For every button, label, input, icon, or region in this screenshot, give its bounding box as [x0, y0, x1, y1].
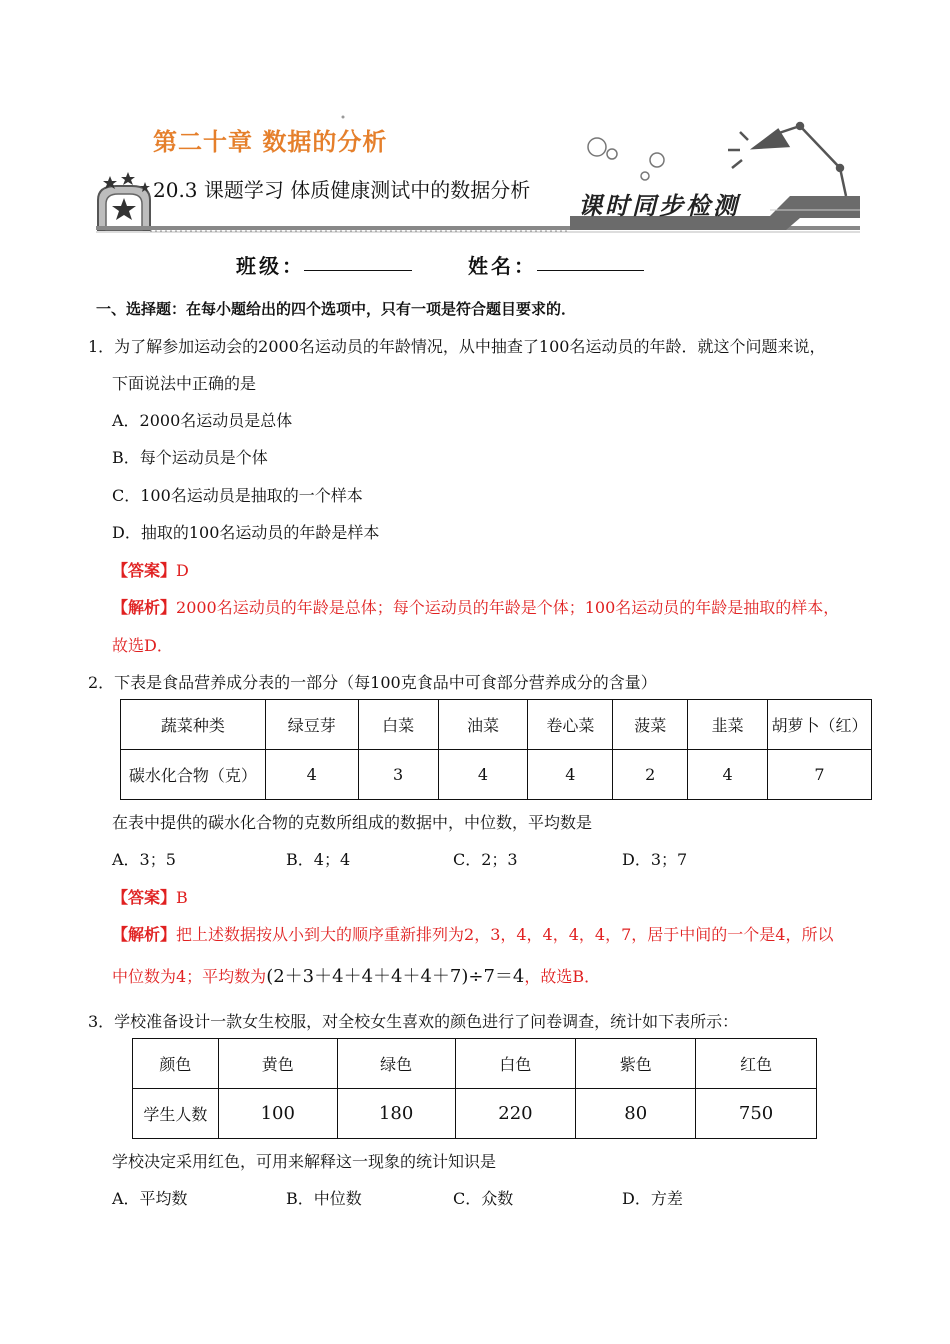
- table-cell: 学生人数: [133, 1089, 219, 1139]
- table-cell: 白色: [455, 1039, 576, 1089]
- table-cell: 4: [528, 750, 613, 800]
- q2-option-b: B．4；4: [286, 850, 351, 869]
- table-cell: 80: [576, 1089, 696, 1139]
- table-cell: 180: [337, 1089, 455, 1139]
- q3-stem: 3．学校准备设计一款女生校服，对全校女生喜欢的颜色进行了问卷调查，统计如下表所示：: [88, 1012, 739, 1031]
- desk-lamp-icon: [728, 123, 846, 196]
- table-cell: 220: [455, 1089, 576, 1139]
- section-title: 一、选择题：在每小题给出的四个选项中，只有一项是符合题目要求的．: [96, 300, 577, 318]
- q1-analysis-line2: 故选D．: [112, 636, 173, 655]
- q2-option-a: A．3；5: [112, 850, 176, 869]
- q2-question: 在表中提供的碳水化合物的克数所组成的数据中，中位数，平均数是: [112, 813, 593, 832]
- table-row: [133, 1089, 817, 1139]
- table-cell: 白菜: [358, 700, 438, 750]
- color-survey-table: [132, 1038, 817, 1139]
- q1-option-b: B．每个运动员是个体: [112, 448, 268, 467]
- q3-option-c: C．众数: [453, 1189, 514, 1208]
- answer-value: D: [176, 561, 189, 580]
- q3-question: 学校决定采用红色，可用来解释这一现象的统计知识是: [112, 1152, 497, 1171]
- q1-option-c: C．100名运动员是抽取的一个样本: [112, 486, 363, 505]
- lesson-title: 20.3 课题学习 体质健康测试中的数据分析: [153, 178, 531, 202]
- table-cell: 2: [613, 750, 688, 800]
- table-cell: 菠菜: [613, 700, 688, 750]
- table-row: [121, 750, 872, 800]
- q2-analysis-line1: [112, 922, 833, 945]
- table-cell: 4: [688, 750, 768, 800]
- table-cell: 红色: [696, 1039, 817, 1089]
- analysis-text: 中位数为4；平均数为: [112, 967, 267, 986]
- q1-analysis-line1: [112, 595, 839, 618]
- table-cell: 韭菜: [688, 700, 768, 750]
- q1-answer: [112, 558, 189, 581]
- star-badge-icon: [98, 172, 150, 230]
- name-label: 姓名：: [468, 254, 537, 278]
- analysis-text: 2000名运动员的年龄是总体；每个运动员的年龄是个体；100名运动员的年龄是抽取的样本，: [176, 598, 840, 617]
- name-field[interactable]: [537, 270, 644, 271]
- table-cell: 蔬菜种类: [121, 700, 266, 750]
- stamp-text: 课时同步检测: [578, 191, 740, 220]
- table-cell: 碳水化合物（克）: [121, 750, 266, 800]
- q1-stem-line1: 1．为了解参加运动会的2000名运动员的年龄情况，从中抽查了100名运动员的年龄．就这个问题来说，: [88, 337, 826, 356]
- answer-tag: 【答案】: [112, 561, 177, 580]
- q1-option-a: A．2000名运动员是总体: [112, 411, 293, 430]
- nutrition-table: [120, 699, 872, 800]
- bubbles-icon: [588, 138, 664, 180]
- table-cell: 胡萝卜（红）: [768, 700, 872, 750]
- q3-option-a: A．平均数: [112, 1189, 188, 1208]
- table-cell: 紫色: [576, 1039, 696, 1089]
- analysis-text: ，故选B．: [524, 967, 601, 986]
- table-header-row: [133, 1039, 817, 1089]
- header-decoration: [0, 0, 950, 240]
- q2-answer: [112, 885, 188, 908]
- q2-option-c: C．2；3: [453, 850, 518, 869]
- table-cell: 卷心菜: [528, 700, 613, 750]
- table-cell: 7: [768, 750, 872, 800]
- average-formula: (2＋3＋4＋4＋4＋4＋7)÷7＝4: [266, 966, 525, 987]
- table-cell: 4: [265, 750, 358, 800]
- q2-stem: 2．下表是食品营养成分表的一部分（每100克食品中可食部分营养成分的含量）: [88, 673, 657, 692]
- table-header-row: [121, 700, 872, 750]
- table-cell: 100: [218, 1089, 337, 1139]
- q2-analysis-line2: [112, 962, 600, 988]
- answer-value: B: [176, 888, 188, 907]
- chapter-title: 第二十章 数据的分析: [153, 128, 388, 156]
- table-cell: 3: [358, 750, 438, 800]
- class-field[interactable]: [304, 270, 412, 271]
- table-cell: 绿色: [337, 1039, 455, 1089]
- q3-option-b: B．中位数: [286, 1189, 362, 1208]
- table-cell: 颜色: [133, 1039, 219, 1089]
- q3-option-d: D．方差: [622, 1189, 683, 1208]
- class-label: 班级：: [236, 254, 305, 278]
- table-cell: 黄色: [218, 1039, 337, 1089]
- q1-stem-line2: 下面说法中正确的是: [112, 374, 257, 393]
- analysis-tag: 【解析】: [112, 925, 177, 944]
- table-cell: 油菜: [438, 700, 528, 750]
- answer-tag: 【答案】: [112, 888, 177, 907]
- table-cell: 750: [696, 1089, 817, 1139]
- q1-option-d: D．抽取的100名运动员的年龄是样本: [112, 523, 380, 542]
- analysis-tag: 【解析】: [112, 598, 177, 617]
- q2-option-d: D．3；7: [622, 850, 688, 869]
- analysis-text: 把上述数据按从小到大的顺序重新排列为2，3，4，4，4，4，7，居于中间的一个是4，所以: [176, 925, 834, 944]
- table-cell: 绿豆芽: [265, 700, 358, 750]
- table-cell: 4: [438, 750, 528, 800]
